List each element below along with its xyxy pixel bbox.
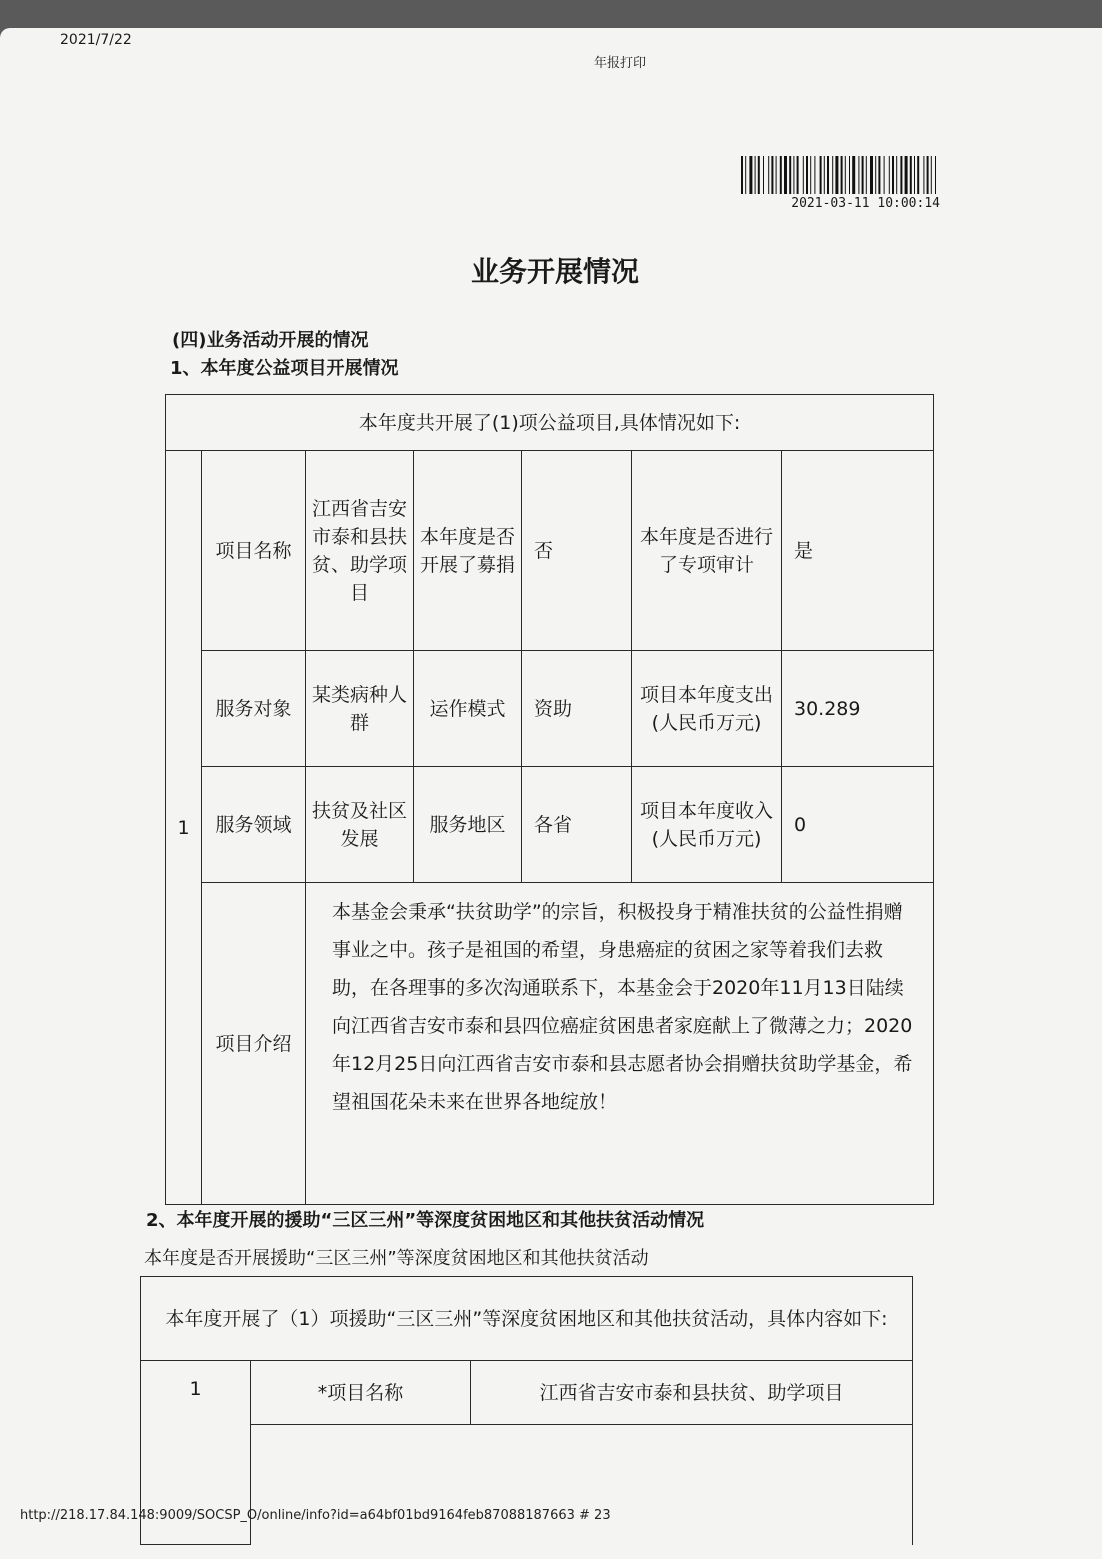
barcode-bar <box>927 156 929 194</box>
table2-empty-cell <box>251 1425 913 1545</box>
table2-summary: 本年度开展了（1）项援助“三区三州”等深度贫困地区和其他扶贫活动，具体内容如下: <box>141 1277 913 1361</box>
barcode-bar <box>858 156 859 194</box>
barcode-bar <box>935 156 936 194</box>
operation-mode-value: 资助 <box>522 651 632 767</box>
barcode-bar <box>745 156 746 194</box>
table2-row-index: 1 <box>141 1361 251 1545</box>
barcode-bar <box>852 156 855 194</box>
expense-value: 30.289 <box>782 651 934 767</box>
audit-label: 本年度是否进行了专项审计 <box>632 451 782 651</box>
fundraising-label: 本年度是否开展了募捐 <box>414 451 522 651</box>
barcode-bar <box>862 156 864 194</box>
barcode-bar <box>914 156 915 194</box>
service-field-label: 服务领域 <box>202 767 306 883</box>
barcode-bar <box>866 156 867 194</box>
barcode-bar <box>931 156 932 194</box>
barcode-bar <box>849 156 850 194</box>
barcode-bar <box>892 156 894 194</box>
barcode-bar <box>875 156 876 194</box>
barcode-bar <box>889 156 890 194</box>
barcode-bar <box>768 156 769 194</box>
service-area-value: 各省 <box>522 767 632 883</box>
barcode-bar <box>814 156 815 194</box>
print-date: 2021/7/22 <box>60 32 132 48</box>
barcode-bar <box>780 156 782 194</box>
barcode-bar <box>741 156 743 194</box>
audit-value: 是 <box>782 451 934 651</box>
barcode-bar <box>832 156 833 194</box>
project-name-label: 项目名称 <box>202 451 306 651</box>
service-target-label: 服务对象 <box>202 651 306 767</box>
barcode-bar <box>784 156 787 194</box>
service-target-value: 某类病种人群 <box>306 651 414 767</box>
operation-mode-label: 运作模式 <box>414 651 522 767</box>
barcode-bar <box>905 156 908 194</box>
section-two-heading: 2、本年度开展的援助“三区三州”等深度贫困地区和其他扶贫活动情况 <box>146 1210 705 1231</box>
table2-project-name-value: 江西省吉安市泰和县扶贫、助学项目 <box>471 1361 913 1425</box>
barcode-image <box>740 156 938 194</box>
project-intro-label: 项目介绍 <box>202 883 306 1205</box>
barcode-bar <box>884 156 885 194</box>
expense-label: 项目本年度支出(人民币万元) <box>632 651 782 767</box>
table1-row-index: 1 <box>166 451 202 1205</box>
print-timestamp: 2021-03-11 10:00:14 <box>791 196 940 211</box>
footer-url: http://218.17.84.148:9009/SOCSP_O/online/info?id=a64bf01bd9164feb87088187663 # 23 <box>20 1508 611 1523</box>
table2-project-name-label: *项目名称 <box>251 1361 471 1425</box>
barcode-bar <box>758 156 760 194</box>
barcode-bar <box>803 156 804 194</box>
barcode-bar <box>771 156 773 194</box>
barcode-bar <box>793 156 794 194</box>
header-title: 年报打印 <box>593 56 646 71</box>
section-two-question: 本年度是否开展援助“三区三州”等深度贫困地区和其他扶贫活动 <box>144 1248 649 1269</box>
section-four-heading: (四)业务活动开展的情况 <box>172 330 369 351</box>
barcode-bar <box>878 156 880 194</box>
charity-project-table <box>165 394 934 1205</box>
barcode-bar <box>824 156 825 194</box>
barcode-bar <box>910 156 912 194</box>
barcode-bar <box>835 156 838 194</box>
project-name-value: 江西省吉安市泰和县扶贫、助学项目 <box>306 451 414 651</box>
barcode-bar <box>845 156 846 194</box>
document-title: 业务开展情况 <box>470 255 639 288</box>
barcode-bar <box>797 156 799 194</box>
income-value: 0 <box>782 767 934 883</box>
barcode-bar <box>923 156 924 194</box>
barcode-bar <box>841 156 843 194</box>
barcode-bar <box>917 156 919 194</box>
service-field-value: 扶贫及社区发展 <box>306 767 414 883</box>
barcode-bar <box>896 156 897 194</box>
barcode-bar <box>810 156 811 194</box>
barcode-bar <box>749 156 752 194</box>
barcode-bar <box>827 156 829 194</box>
project-intro-text: 本基金会秉承“扶贫助学”的宗旨，积极投身于精准扶贫的公益性捐赠事业之中。孩子是祖国的希望，身患癌症的贫困之家等着我们去救助，在各理事的多次沟通联系下，本基金会于2020年11月13日陆续向江西省吉安市泰和县四位癌症贫困患者家庭献上了微薄之力；2020年12月25日向江西省吉安市泰和县志愿者协会捐赠扶贫助学基金，希望祖国花朵未来在世界各地绽放！ <box>306 883 934 1205</box>
section-one-heading: 1、本年度公益项目开展情况 <box>170 358 399 379</box>
table1-summary: 本年度共开展了(1)项公益项目,具体情况如下: <box>166 395 934 451</box>
barcode-bar <box>870 156 873 194</box>
barcode-bar <box>820 156 822 194</box>
barcode-bar <box>806 156 808 194</box>
barcode-bar <box>776 156 777 194</box>
barcode-bar <box>755 156 756 194</box>
fundraising-value: 否 <box>522 451 632 651</box>
poverty-aid-table <box>140 1276 913 1545</box>
income-label: 项目本年度收入(人民币万元) <box>632 767 782 883</box>
barcode-bar <box>789 156 791 194</box>
service-area-label: 服务地区 <box>414 767 522 883</box>
barcode-bar <box>900 156 902 194</box>
barcode-bar <box>763 156 764 194</box>
